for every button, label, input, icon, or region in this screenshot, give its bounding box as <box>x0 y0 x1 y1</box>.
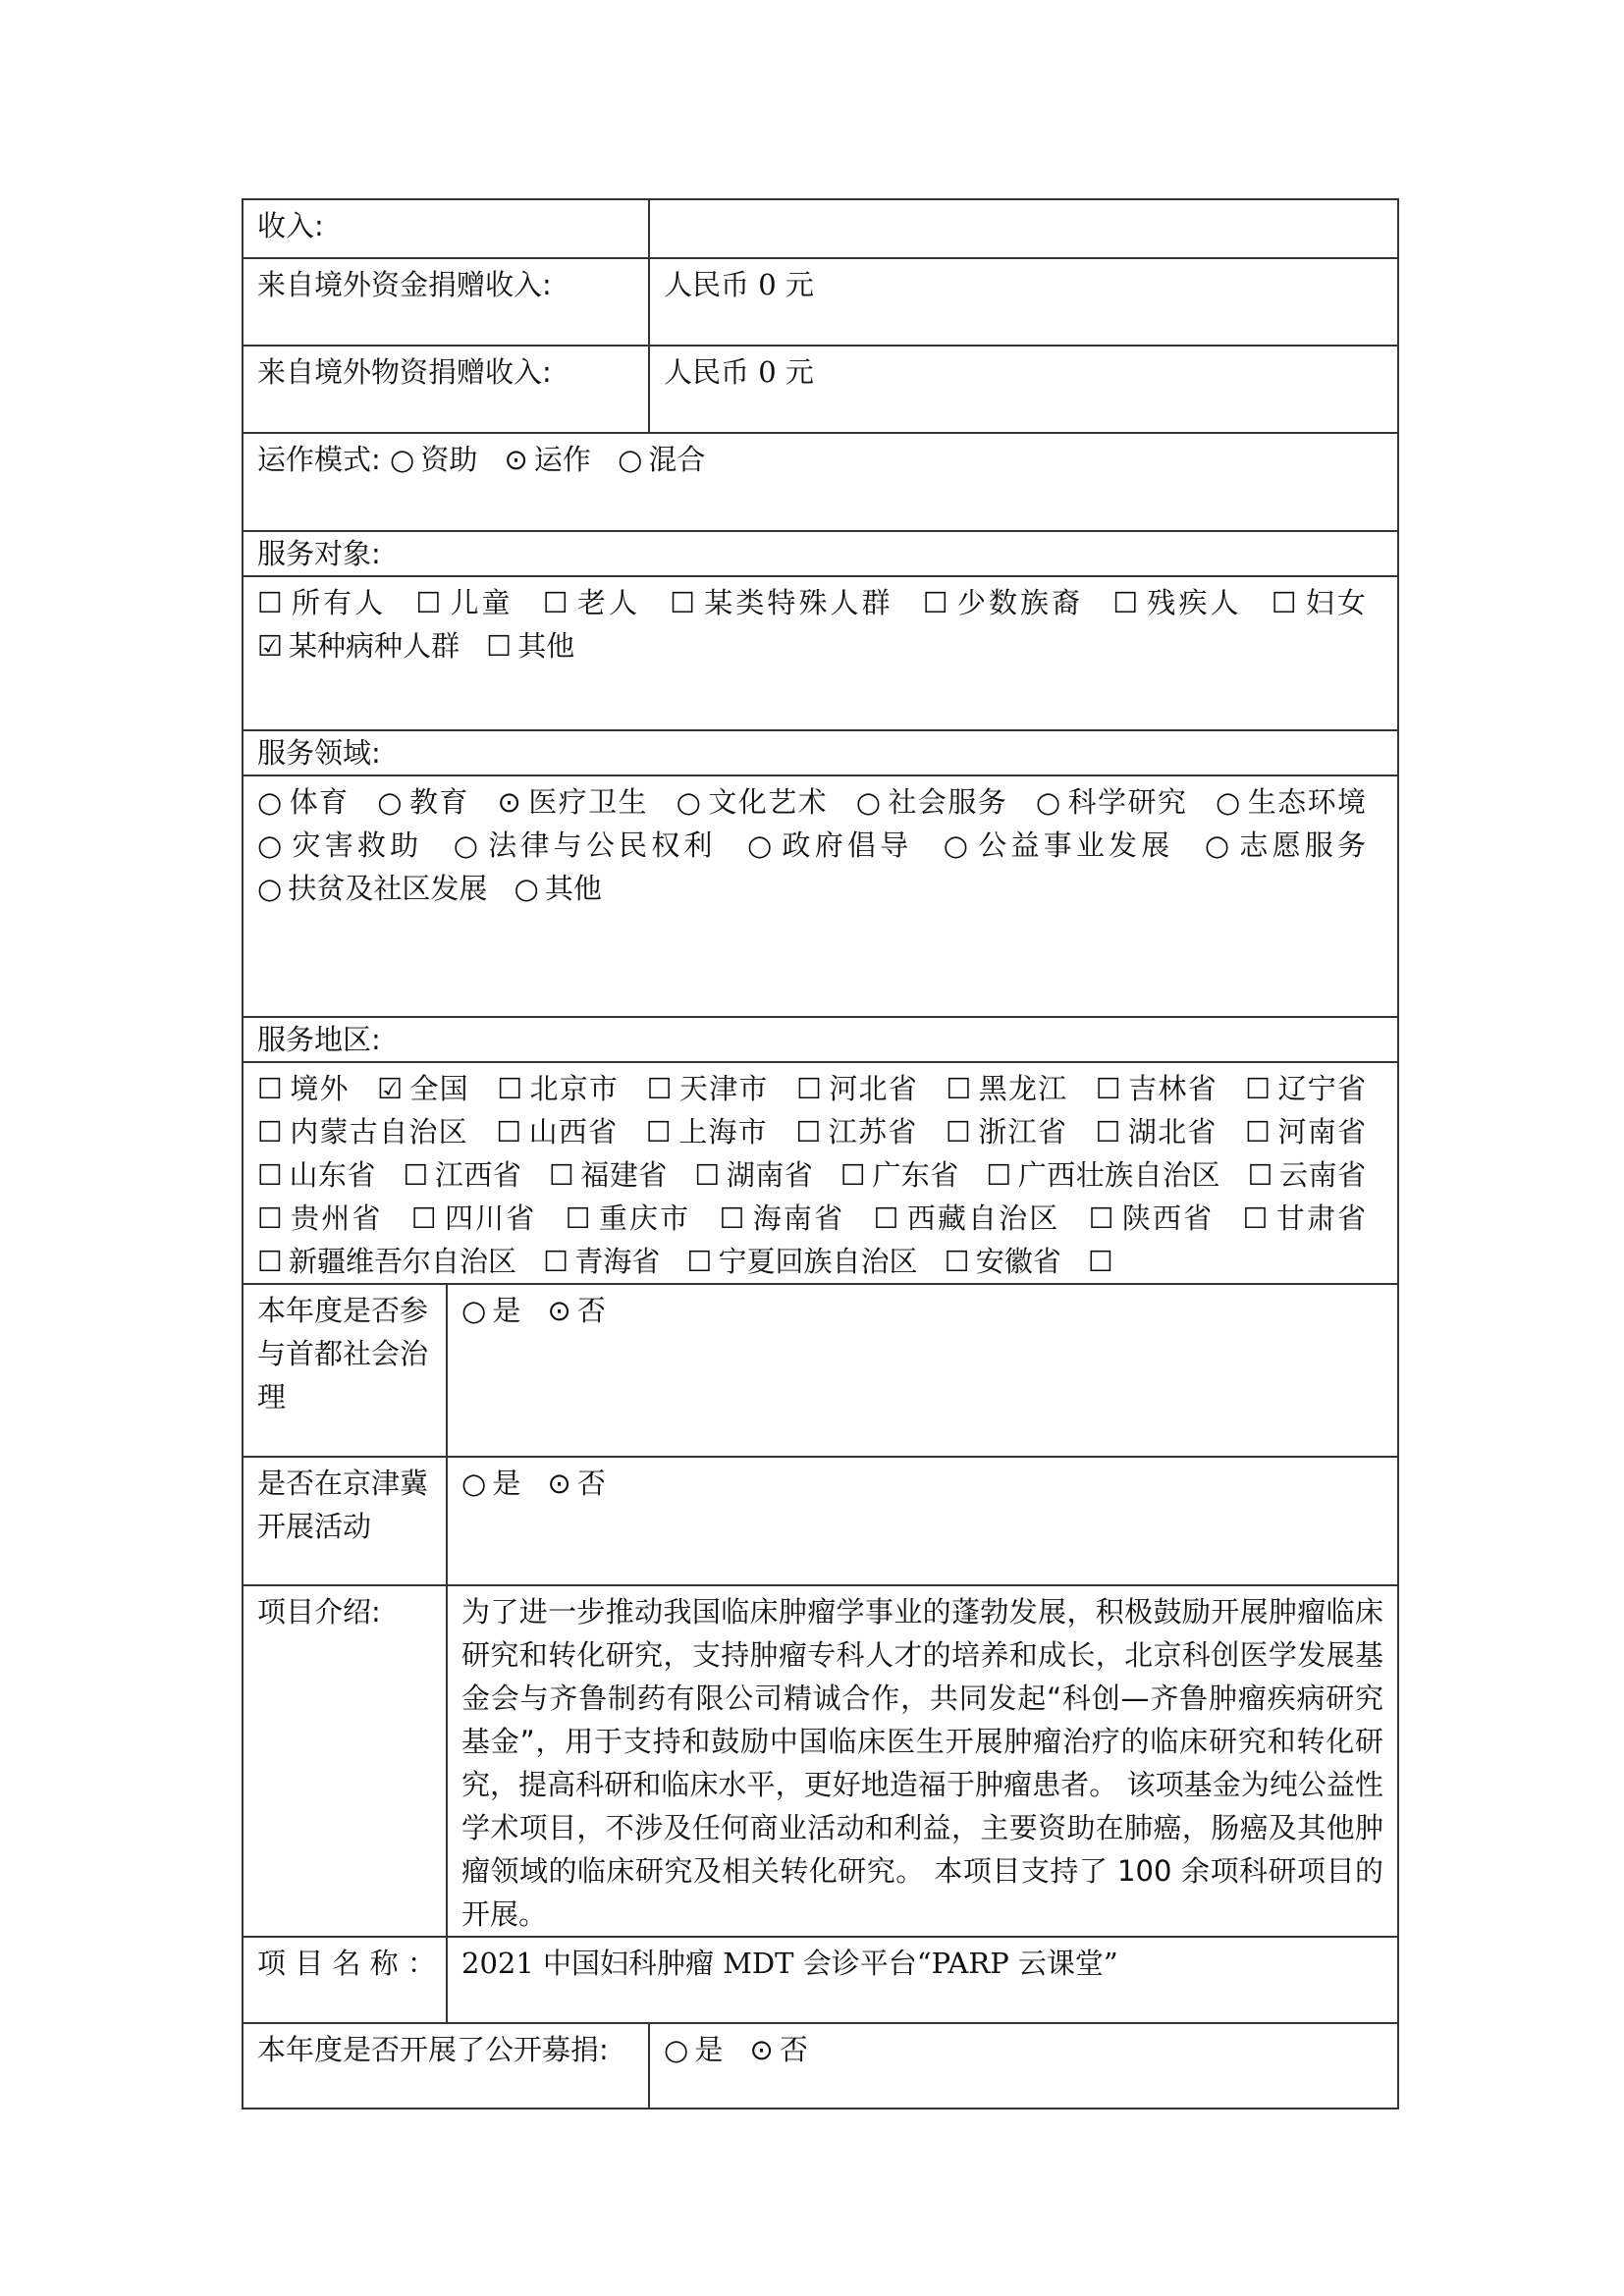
option-region[interactable] <box>1248 1158 1366 1192</box>
operation-mode-options <box>244 434 1397 481</box>
project-name-value: 2021 中国妇科肿瘤 MDT 会诊平台“PARP 云课堂” <box>461 1947 1118 1980</box>
option-region[interactable] <box>694 1158 813 1192</box>
option-label: 上海市 <box>677 1115 768 1148</box>
checkbox-icon: ☐ <box>257 1115 283 1148</box>
radio-empty-icon: ○ <box>676 785 701 819</box>
checkbox-icon: ☐ <box>795 1115 822 1148</box>
option-region[interactable] <box>1096 1072 1218 1105</box>
option-target-other[interactable] <box>486 629 574 663</box>
service-region-label: 服务地区: <box>257 1023 381 1056</box>
radio-empty-icon: ○ <box>453 828 479 862</box>
checkbox-icon: ☐ <box>1088 1201 1114 1235</box>
option-target-minority[interactable] <box>923 586 1083 619</box>
option-label: 少数族裔 <box>953 586 1084 619</box>
checkbox-icon: ☐ <box>986 1158 1012 1192</box>
service-field-row <box>243 775 1398 1017</box>
option-region[interactable] <box>549 1158 668 1192</box>
option-label: 体育 <box>288 785 350 819</box>
option-label: 其他 <box>517 629 575 663</box>
option-label: 海南省 <box>750 1201 845 1235</box>
public-fundraising-label: 本年度是否开展了公开募捐: <box>257 2033 609 2066</box>
option-label: 辽宁省 <box>1276 1072 1366 1105</box>
option-region[interactable] <box>496 1115 618 1148</box>
option-label: 法律与公民权利 <box>484 828 717 862</box>
option-label: 扶贫及社区发展 <box>288 872 488 905</box>
option-region[interactable] <box>497 1072 619 1105</box>
radio-empty-icon: ○ <box>1204 828 1230 862</box>
public-fundraising-options <box>650 2024 1397 2071</box>
radio-empty-icon: ○ <box>461 1294 487 1327</box>
checkbox-icon: ☐ <box>542 586 568 619</box>
option-region[interactable] <box>720 1201 845 1235</box>
checkbox-icon: ☐ <box>497 1072 523 1105</box>
service-field-header-row <box>243 730 1398 775</box>
option-label: 生态环境 <box>1246 785 1366 819</box>
option-label: 儿童 <box>447 586 514 619</box>
checkbox-icon: ☐ <box>946 1072 972 1105</box>
option-label: 全国 <box>408 1072 469 1105</box>
option-label: 妇女 <box>1302 586 1366 619</box>
foreign-goods-label: 来自境外物资捐赠收入: <box>257 355 552 389</box>
service-target-options <box>244 577 1397 667</box>
option-field-law[interactable] <box>454 828 717 862</box>
income-value <box>650 200 1397 204</box>
service-field-options <box>244 776 1397 910</box>
checkbox-icon: ☐ <box>719 1201 745 1235</box>
option-label: 青海省 <box>574 1245 661 1278</box>
option-target-elderly[interactable] <box>543 586 640 619</box>
option-field-education[interactable] <box>377 785 469 819</box>
service-region-row <box>243 1062 1398 1284</box>
option-target-women[interactable] <box>1272 586 1366 619</box>
option-field-volunteer[interactable] <box>1205 828 1366 862</box>
option-field-other[interactable] <box>514 872 602 905</box>
checkbox-icon: ☐ <box>946 1115 972 1148</box>
option-label: 教育 <box>407 785 469 819</box>
radio-empty-icon: ○ <box>461 1467 487 1500</box>
option-region[interactable] <box>840 1158 959 1192</box>
option-region[interactable] <box>411 1201 537 1235</box>
option-label: 内蒙古自治区 <box>289 1115 468 1148</box>
option-target-children[interactable] <box>415 586 513 619</box>
radio-empty-icon: ○ <box>257 872 283 905</box>
checkbox-icon: ☐ <box>796 1072 823 1105</box>
radio-empty-icon: ○ <box>943 828 969 862</box>
jingjinji-row <box>243 1457 1398 1585</box>
option-hunhe[interactable] <box>618 443 705 476</box>
checkbox-icon: ☐ <box>257 1158 283 1192</box>
registration-form-table <box>242 198 1399 2109</box>
option-region[interactable] <box>257 1245 516 1278</box>
option-label: 志愿服务 <box>1235 828 1366 862</box>
checkbox-checked-icon: ☑ <box>257 629 283 663</box>
option-label: 宁夏回族自治区 <box>718 1245 918 1278</box>
option-no[interactable] <box>750 2033 808 2066</box>
checkbox-icon: ☐ <box>839 1158 866 1192</box>
radio-empty-icon: ○ <box>618 443 643 476</box>
option-no[interactable] <box>548 1467 606 1500</box>
checkbox-icon: ☐ <box>686 1245 713 1278</box>
radio-empty-icon: ○ <box>257 828 283 862</box>
checkbox-icon: ☐ <box>1095 1072 1121 1105</box>
option-label: 残疾人 <box>1144 586 1242 619</box>
option-label: 四川省 <box>442 1201 537 1235</box>
checkbox-icon: ☐ <box>944 1245 970 1278</box>
radio-empty-icon: ○ <box>514 872 539 905</box>
checkbox-icon: ☐ <box>645 1115 672 1148</box>
option-label: 湖南省 <box>726 1158 814 1192</box>
radio-selected-icon: ⊙ <box>749 2033 774 2066</box>
option-label: 广西壮族自治区 <box>1017 1158 1220 1192</box>
option-region[interactable] <box>796 1072 918 1105</box>
option-region[interactable] <box>1245 1072 1366 1105</box>
service-region-options <box>244 1063 1397 1283</box>
option-field-culture[interactable] <box>677 785 828 819</box>
option-label: 否 <box>576 1294 606 1327</box>
service-target-row <box>243 576 1398 730</box>
option-label: 山东省 <box>289 1158 376 1192</box>
checkbox-icon: ☐ <box>548 1158 574 1192</box>
checkbox-icon: ☐ <box>1271 586 1297 619</box>
checkbox-icon: ☐ <box>415 586 442 619</box>
option-label: 河南省 <box>1276 1115 1366 1148</box>
option-region[interactable] <box>377 1072 469 1105</box>
radio-selected-icon: ⊙ <box>547 1294 571 1327</box>
option-region[interactable] <box>795 1115 917 1148</box>
option-region[interactable] <box>945 1245 1061 1278</box>
option-field-ecology[interactable] <box>1216 785 1366 819</box>
option-zizhu[interactable] <box>390 443 477 476</box>
foreign-goods-row <box>243 346 1398 433</box>
option-label: 医疗卫生 <box>526 785 648 819</box>
option-region[interactable] <box>646 1115 768 1148</box>
option-field-disaster[interactable] <box>257 828 422 862</box>
option-field-medical[interactable] <box>498 785 648 819</box>
option-label: 社会服务 <box>887 785 1008 819</box>
option-region[interactable] <box>1088 1245 1119 1278</box>
service-field-label: 服务领域: <box>257 736 381 770</box>
option-label: 公益事业发展 <box>974 828 1174 862</box>
radio-empty-icon: ○ <box>390 443 415 476</box>
checkbox-icon: ☐ <box>257 586 283 619</box>
option-label: 重庆市 <box>596 1201 691 1235</box>
checkbox-icon: ☐ <box>1245 1115 1272 1148</box>
service-target-label: 服务对象: <box>257 537 381 570</box>
option-field-advocacy[interactable] <box>747 828 912 862</box>
option-field-poverty[interactable] <box>257 872 487 905</box>
option-label: 文化艺术 <box>706 785 829 819</box>
option-no[interactable] <box>548 1294 606 1327</box>
option-yes[interactable] <box>664 2033 723 2066</box>
checkbox-icon: ☐ <box>1245 1072 1272 1105</box>
checkbox-icon: ☐ <box>694 1158 721 1192</box>
option-label: 某种病种人群 <box>289 629 460 663</box>
option-region[interactable] <box>986 1158 1220 1192</box>
operation-mode-row <box>243 433 1398 531</box>
option-label: 浙江省 <box>977 1115 1068 1148</box>
capital-governance-options <box>448 1285 1397 1332</box>
foreign-fund-value: 人民币 0 元 <box>664 268 814 301</box>
public-fundraising-row <box>243 2023 1398 2109</box>
capital-governance-row <box>243 1284 1398 1457</box>
option-label: 黑龙江 <box>977 1072 1068 1105</box>
project-intro-text: 为了进一步推动我国临床肿瘤学事业的蓬勃发展，积极鼓励开展肿瘤临床研究和转化研究，支持肿瘤专科人才的培养和成长，北京科创医学发展基金会与齐鲁制药有限公司精诚合作，共同发起“科创—齐鲁肿瘤疾病研究基金”，用于支持和鼓励中国临床医生开展肿瘤治疗的临床研究和转化研究，提高科研和临床水平，更好地造福于肿瘤患者。 该项基金为纯公益性学术项目，不涉及任何商业活动和利益，主要资助在肺癌，肠癌及其他肿瘤领域的临床研究及相关转化研究。 本项目支持了 100 余项科研项目的开展。 <box>461 1595 1383 1931</box>
checkbox-icon: ☐ <box>403 1158 429 1192</box>
radio-selected-icon: ⊙ <box>504 443 528 476</box>
option-label: 河北省 <box>828 1072 919 1105</box>
option-region[interactable] <box>257 1158 376 1192</box>
option-label: 北京市 <box>528 1072 620 1105</box>
checkbox-icon: ☐ <box>543 1245 569 1278</box>
option-label: 陕西省 <box>1119 1201 1215 1235</box>
checkbox-icon: ☐ <box>257 1072 283 1105</box>
option-region[interactable] <box>257 1115 468 1148</box>
option-label: 湖北省 <box>1126 1115 1218 1148</box>
option-label: 灾害救助 <box>288 828 423 862</box>
checkbox-icon: ☐ <box>486 629 513 663</box>
option-label: 否 <box>576 1467 606 1500</box>
option-field-charity[interactable] <box>944 828 1174 862</box>
option-yes[interactable] <box>461 1467 520 1500</box>
foreign-fund-row <box>243 258 1398 346</box>
option-label: 资助 <box>420 443 478 476</box>
option-region[interactable] <box>1243 1201 1366 1235</box>
option-label: 科学研究 <box>1066 785 1188 819</box>
option-region[interactable] <box>257 1072 350 1105</box>
option-region[interactable] <box>647 1072 769 1105</box>
radio-empty-icon: ○ <box>1035 785 1061 819</box>
option-label: 江西省 <box>434 1158 522 1192</box>
option-label: 福建省 <box>579 1158 668 1192</box>
radio-empty-icon: ○ <box>855 785 882 819</box>
radio-selected-icon: ⊙ <box>547 1467 571 1500</box>
capital-governance-label: 本年度是否参与首都社会治理 <box>257 1294 429 1414</box>
option-label: 云南省 <box>1278 1158 1366 1192</box>
option-target-disease[interactable] <box>257 629 460 663</box>
option-label: 混合 <box>648 443 706 476</box>
option-label: 老人 <box>573 586 640 619</box>
income-label: 收入: <box>257 209 324 242</box>
option-region[interactable] <box>257 1201 383 1235</box>
project-intro-label: 项目介绍: <box>257 1595 381 1629</box>
checkbox-icon: ☐ <box>922 586 948 619</box>
option-label: 是 <box>492 1467 521 1500</box>
option-target-disabled[interactable] <box>1112 586 1241 619</box>
option-label: 天津市 <box>677 1072 769 1105</box>
project-name-label: 项 目 名 称 ： <box>257 1947 436 1980</box>
option-label: 西藏自治区 <box>904 1201 1060 1235</box>
option-label: 某类特殊人群 <box>701 586 893 619</box>
checkbox-checked-icon: ☑ <box>377 1072 404 1105</box>
option-label: 广东省 <box>871 1158 959 1192</box>
project-intro-row <box>243 1585 1398 1937</box>
option-label: 运作 <box>533 443 591 476</box>
checkbox-icon: ☐ <box>670 586 696 619</box>
checkbox-icon: ☐ <box>1247 1158 1273 1192</box>
checkbox-icon: ☐ <box>1242 1201 1269 1235</box>
radio-selected-icon: ⊙ <box>497 785 521 819</box>
radio-empty-icon: ○ <box>1215 785 1241 819</box>
option-region[interactable] <box>874 1201 1060 1235</box>
option-field-sports[interactable] <box>257 785 350 819</box>
option-region[interactable] <box>403 1158 521 1192</box>
option-label: 江苏省 <box>827 1115 918 1148</box>
radio-empty-icon: ○ <box>377 785 403 819</box>
option-label: 是 <box>492 1294 521 1327</box>
option-label: 所有人 <box>289 586 387 619</box>
checkbox-icon: ☐ <box>646 1072 673 1105</box>
foreign-goods-value: 人民币 0 元 <box>664 355 814 389</box>
jingjinji-options <box>448 1458 1397 1505</box>
checkbox-icon: ☐ <box>496 1115 522 1148</box>
income-row <box>243 199 1398 258</box>
option-field-science[interactable] <box>1036 785 1187 819</box>
option-label: 山西省 <box>527 1115 619 1148</box>
option-region[interactable] <box>1089 1201 1215 1235</box>
option-region[interactable] <box>543 1245 660 1278</box>
radio-empty-icon: ○ <box>664 2033 689 2066</box>
checkbox-icon: ☐ <box>873 1201 899 1235</box>
option-region[interactable] <box>566 1201 691 1235</box>
checkbox-icon: ☐ <box>257 1245 283 1278</box>
service-target-header-row <box>243 531 1398 576</box>
checkbox-icon: ☐ <box>1112 586 1139 619</box>
option-label: 安徽省 <box>975 1245 1061 1278</box>
project-name-row <box>243 1937 1398 2023</box>
jingjinji-label: 是否在京津冀开展活动 <box>257 1467 429 1543</box>
option-label: 境外 <box>289 1072 350 1105</box>
option-label: 是 <box>694 2033 724 2066</box>
option-region[interactable] <box>946 1072 1067 1105</box>
radio-empty-icon: ○ <box>257 785 283 819</box>
option-label: 新疆维吾尔自治区 <box>289 1245 517 1278</box>
option-target-all[interactable] <box>257 586 386 619</box>
option-yunzuo[interactable] <box>505 443 591 476</box>
option-label: 政府倡导 <box>778 828 913 862</box>
operation-mode-label: 运作模式: <box>257 443 381 476</box>
option-region[interactable] <box>1096 1115 1218 1148</box>
foreign-fund-label: 来自境外资金捐赠收入: <box>257 268 552 301</box>
option-target-special[interactable] <box>670 586 893 619</box>
option-field-social[interactable] <box>856 785 1007 819</box>
option-yes[interactable] <box>461 1294 520 1327</box>
option-region[interactable] <box>1245 1115 1366 1148</box>
option-label: 吉林省 <box>1126 1072 1218 1105</box>
checkbox-icon: ☐ <box>1095 1115 1121 1148</box>
checkbox-icon: ☐ <box>257 1201 283 1235</box>
option-label: 其他 <box>544 872 602 905</box>
option-region[interactable] <box>686 1245 917 1278</box>
checkbox-icon: ☐ <box>1087 1245 1113 1278</box>
checkbox-icon: ☐ <box>410 1201 437 1235</box>
service-region-header-row <box>243 1017 1398 1062</box>
option-region[interactable] <box>946 1115 1067 1148</box>
radio-empty-icon: ○ <box>747 828 773 862</box>
option-label: 甘肃省 <box>1273 1201 1367 1235</box>
option-label: 贵州省 <box>289 1201 383 1235</box>
checkbox-icon: ☐ <box>565 1201 591 1235</box>
option-label: 否 <box>779 2033 808 2066</box>
